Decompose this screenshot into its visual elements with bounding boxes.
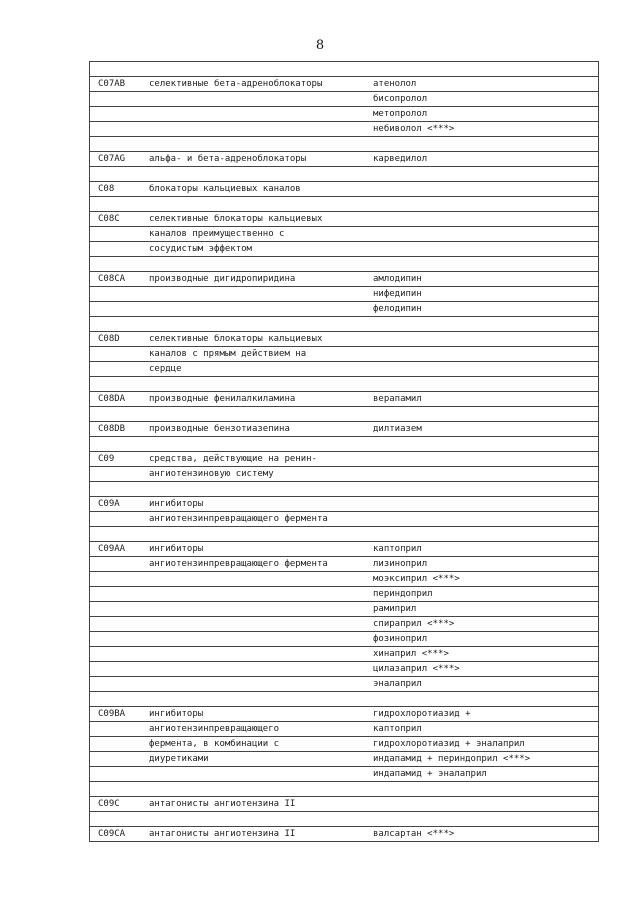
group-name-cell — [149, 767, 373, 781]
group-name-cell — [149, 407, 373, 421]
atc-code-cell: C09 — [98, 454, 115, 464]
group-name-cell — [149, 662, 373, 676]
drug-name-cell: каптоприл — [373, 724, 422, 734]
group-name-cell: фермента, в комбинации с — [149, 739, 280, 749]
table-row — [90, 737, 598, 752]
group-name-cell: сосудистым эффектом — [149, 244, 252, 254]
drug-name-cell — [373, 347, 598, 361]
atc-code-cell — [90, 377, 149, 391]
atc-code-cell — [90, 662, 149, 676]
table-row — [90, 812, 598, 827]
table-row — [90, 767, 598, 782]
drug-name-cell — [373, 782, 598, 796]
drug-name-cell: карведилол — [373, 154, 428, 164]
table-row — [90, 722, 598, 737]
table-row — [90, 542, 598, 557]
atc-code-cell: C07AB — [98, 79, 126, 89]
table-row — [90, 692, 598, 707]
table-row — [90, 602, 598, 617]
drug-name-cell — [373, 257, 598, 271]
table-row — [90, 257, 598, 272]
table-row — [90, 212, 598, 227]
drug-name-cell: фозиноприл — [373, 634, 428, 644]
atc-code-cell — [90, 137, 149, 151]
table-row — [90, 107, 598, 122]
table-row — [90, 527, 598, 542]
group-name-cell: каналов с прямым действием на — [149, 349, 307, 359]
drug-name-cell: лизиноприл — [373, 559, 428, 569]
group-name-cell — [149, 647, 373, 661]
table-row — [90, 617, 598, 632]
atc-code-cell — [90, 527, 149, 541]
atc-code-cell — [90, 62, 149, 76]
group-name-cell — [149, 167, 373, 181]
group-name-cell: производные дигидропиридина — [149, 274, 296, 284]
group-name-cell — [149, 632, 373, 646]
atc-code-cell — [90, 242, 149, 256]
group-name-cell: каналов преимущественно с — [149, 229, 285, 239]
atc-code-cell — [90, 677, 149, 691]
atc-code-cell — [90, 647, 149, 661]
atc-code-cell: C09AA — [98, 544, 126, 554]
group-name-cell: ангиотензиновую систему — [149, 469, 274, 479]
table-row — [90, 407, 598, 422]
group-name-cell — [149, 782, 373, 796]
group-name-cell — [149, 812, 373, 826]
drug-name-cell: атенолол — [373, 79, 417, 89]
group-name-cell — [149, 302, 373, 316]
group-name-cell — [149, 602, 373, 616]
group-name-cell: диуретиками — [149, 754, 209, 764]
drug-name-cell: метопролол — [373, 109, 428, 119]
group-name-cell: селективные бета-адреноблокаторы — [149, 79, 323, 89]
group-name-cell — [149, 377, 373, 391]
group-name-cell — [149, 257, 373, 271]
group-name-cell: ангиотензинпревращающего фермента — [149, 559, 328, 569]
drug-name-cell: фелодипин — [373, 304, 422, 314]
group-name-cell — [149, 677, 373, 691]
atc-code-cell — [90, 362, 149, 376]
drug-name-cell: рамиприл — [373, 604, 417, 614]
group-name-cell: блокаторы кальциевых каналов — [149, 184, 301, 194]
group-name-cell: селективные блокаторы кальциевых — [149, 334, 323, 344]
drug-name-cell — [373, 527, 598, 541]
table-row — [90, 422, 598, 437]
drug-name-cell — [373, 227, 598, 241]
group-name-cell — [149, 287, 373, 301]
drug-name-cell — [373, 482, 598, 496]
group-name-cell: альфа- и бета-адреноблокаторы — [149, 154, 307, 164]
table-row — [90, 197, 598, 212]
drug-name-cell: дилтиазем — [373, 424, 422, 434]
drug-name-cell: цилазаприл <***> — [373, 664, 460, 674]
drug-name-cell: верапамил — [373, 394, 422, 404]
table-row — [90, 287, 598, 302]
table-row — [90, 647, 598, 662]
table-row — [90, 752, 598, 767]
group-name-cell — [149, 437, 373, 451]
group-name-cell: производные бензотиазепина — [149, 424, 290, 434]
drug-name-cell — [373, 137, 598, 151]
atc-code-cell — [90, 557, 149, 571]
table-row — [90, 482, 598, 497]
drug-name-cell — [373, 812, 598, 826]
group-name-cell — [149, 107, 373, 121]
group-name-cell — [149, 527, 373, 541]
atc-code-cell — [90, 512, 149, 526]
drug-name-cell: каптоприл — [373, 544, 422, 554]
drug-name-cell — [373, 242, 598, 256]
table-row — [90, 797, 598, 812]
drug-name-cell — [373, 167, 598, 181]
table-row — [90, 182, 598, 197]
group-name-cell: ингибиторы — [149, 544, 204, 554]
drug-name-cell — [373, 317, 598, 331]
group-name-cell: сердце — [149, 364, 182, 374]
atc-code-cell — [90, 107, 149, 121]
group-name-cell — [149, 92, 373, 106]
group-name-cell: антагонисты ангиотензина II — [149, 799, 296, 809]
atc-code-cell — [90, 92, 149, 106]
table-row — [90, 392, 598, 407]
atc-code-cell: C08 — [98, 184, 115, 194]
drug-name-cell: нифедипин — [373, 289, 422, 299]
table-row — [90, 662, 598, 677]
atc-code-cell: C08CA — [98, 274, 126, 284]
group-name-cell — [149, 62, 373, 76]
table-row — [90, 437, 598, 452]
drug-name-cell — [373, 212, 598, 226]
drug-name-cell — [373, 62, 598, 76]
group-name-cell — [149, 197, 373, 211]
drug-name-cell: бисопролол — [373, 94, 428, 104]
table-row — [90, 122, 598, 137]
table-row — [90, 452, 598, 467]
drug-name-cell: амлодипин — [373, 274, 422, 284]
atc-code-cell — [90, 467, 149, 481]
table-row — [90, 92, 598, 107]
group-name-cell: антагонисты ангиотензина II — [149, 829, 296, 839]
drug-name-cell — [373, 467, 598, 481]
atc-code-cell — [90, 317, 149, 331]
drug-name-cell — [373, 182, 598, 196]
table-row — [90, 587, 598, 602]
page-number: 8 — [315, 38, 325, 53]
table-row — [90, 137, 598, 152]
group-name-cell: ингибиторы — [149, 709, 204, 719]
table-row — [90, 632, 598, 647]
group-name-cell: средства, действующие на ренин- — [149, 454, 317, 464]
atc-code-cell — [90, 737, 149, 751]
drug-name-cell — [373, 437, 598, 451]
table-row — [90, 557, 598, 572]
table-row — [90, 227, 598, 242]
table-row — [90, 302, 598, 317]
atc-code-cell — [90, 302, 149, 316]
atc-code-cell: C09A — [98, 499, 120, 509]
table-row — [90, 467, 598, 482]
atc-code-cell — [90, 257, 149, 271]
atc-code-cell — [90, 197, 149, 211]
table-row — [90, 152, 598, 167]
table-row — [90, 782, 598, 797]
atc-code-cell — [90, 587, 149, 601]
drug-name-cell: валсартан <***> — [373, 829, 455, 839]
atc-code-cell — [90, 407, 149, 421]
drug-name-cell — [373, 692, 598, 706]
table-row — [90, 77, 598, 92]
drug-name-cell: хинаприл <***> — [373, 649, 449, 659]
group-name-cell — [149, 122, 373, 136]
table-row — [90, 677, 598, 692]
atc-code-cell — [90, 287, 149, 301]
group-name-cell: ангиотензинпревращающего фермента — [149, 514, 328, 524]
atc-code-cell: C08DA — [98, 394, 126, 404]
table-row — [90, 167, 598, 182]
table-row — [90, 827, 598, 842]
atc-code-cell — [90, 812, 149, 826]
drug-name-cell — [373, 797, 598, 811]
drug-name-cell: индапамид + периндоприл <***> — [373, 754, 531, 764]
atc-code-cell: C09BA — [98, 709, 126, 719]
drug-name-cell: гидрохлоротиазид + — [373, 709, 471, 719]
group-name-cell — [149, 587, 373, 601]
drug-name-cell — [373, 197, 598, 211]
table-row — [90, 512, 598, 527]
drug-name-cell: небиволол <***> — [373, 124, 455, 134]
drug-name-cell: спираприл <***> — [373, 619, 455, 629]
group-name-cell — [149, 572, 373, 586]
group-name-cell — [149, 482, 373, 496]
atc-code-cell — [90, 632, 149, 646]
drug-classification-table — [89, 61, 599, 842]
atc-code-cell — [90, 752, 149, 766]
group-name-cell — [149, 617, 373, 631]
atc-code-cell: C09C — [98, 799, 120, 809]
atc-code-cell — [90, 437, 149, 451]
atc-code-cell: C08D — [98, 334, 120, 344]
table-row — [90, 707, 598, 722]
atc-code-cell — [90, 167, 149, 181]
atc-code-cell — [90, 767, 149, 781]
atc-code-cell — [90, 347, 149, 361]
atc-code-cell — [90, 692, 149, 706]
atc-code-cell — [90, 227, 149, 241]
table-row — [90, 572, 598, 587]
atc-code-cell: C09CA — [98, 829, 126, 839]
atc-code-cell — [90, 572, 149, 586]
drug-name-cell — [373, 377, 598, 391]
atc-code-cell — [90, 782, 149, 796]
atc-code-cell — [90, 602, 149, 616]
atc-code-cell — [90, 482, 149, 496]
group-name-cell: селективные блокаторы кальциевых — [149, 214, 323, 224]
drug-name-cell: периндоприл — [373, 589, 433, 599]
drug-name-cell: индапамид + эналаприл — [373, 769, 487, 779]
group-name-cell: производные фенилалкиламина — [149, 394, 296, 404]
drug-name-cell: эналаприл — [373, 679, 422, 689]
group-name-cell — [149, 692, 373, 706]
table-row — [90, 317, 598, 332]
atc-code-cell — [90, 122, 149, 136]
atc-code-cell: C07AG — [98, 154, 126, 164]
drug-name-cell — [373, 407, 598, 421]
atc-code-cell — [90, 617, 149, 631]
group-name-cell — [149, 317, 373, 331]
atc-code-cell: C08C — [98, 214, 120, 224]
atc-code-cell — [90, 722, 149, 736]
drug-name-cell — [373, 497, 598, 511]
group-name-cell: ангиотензинпревращающего — [149, 724, 280, 734]
drug-name-cell: гидрохлоротиазид + эналаприл — [373, 739, 525, 749]
atc-code-cell: C08DB — [98, 424, 126, 434]
table-row — [90, 62, 598, 77]
table-row — [90, 347, 598, 362]
table-row — [90, 497, 598, 512]
table-row — [90, 272, 598, 287]
table-row — [90, 377, 598, 392]
drug-name-cell — [373, 452, 598, 466]
group-name-cell: ингибиторы — [149, 499, 204, 509]
table-row — [90, 242, 598, 257]
group-name-cell — [149, 137, 373, 151]
table-row — [90, 362, 598, 377]
drug-name-cell — [373, 332, 598, 346]
drug-name-cell — [373, 362, 598, 376]
drug-name-cell — [373, 512, 598, 526]
table-row — [90, 332, 598, 347]
drug-name-cell: моэксиприл <***> — [373, 574, 460, 584]
